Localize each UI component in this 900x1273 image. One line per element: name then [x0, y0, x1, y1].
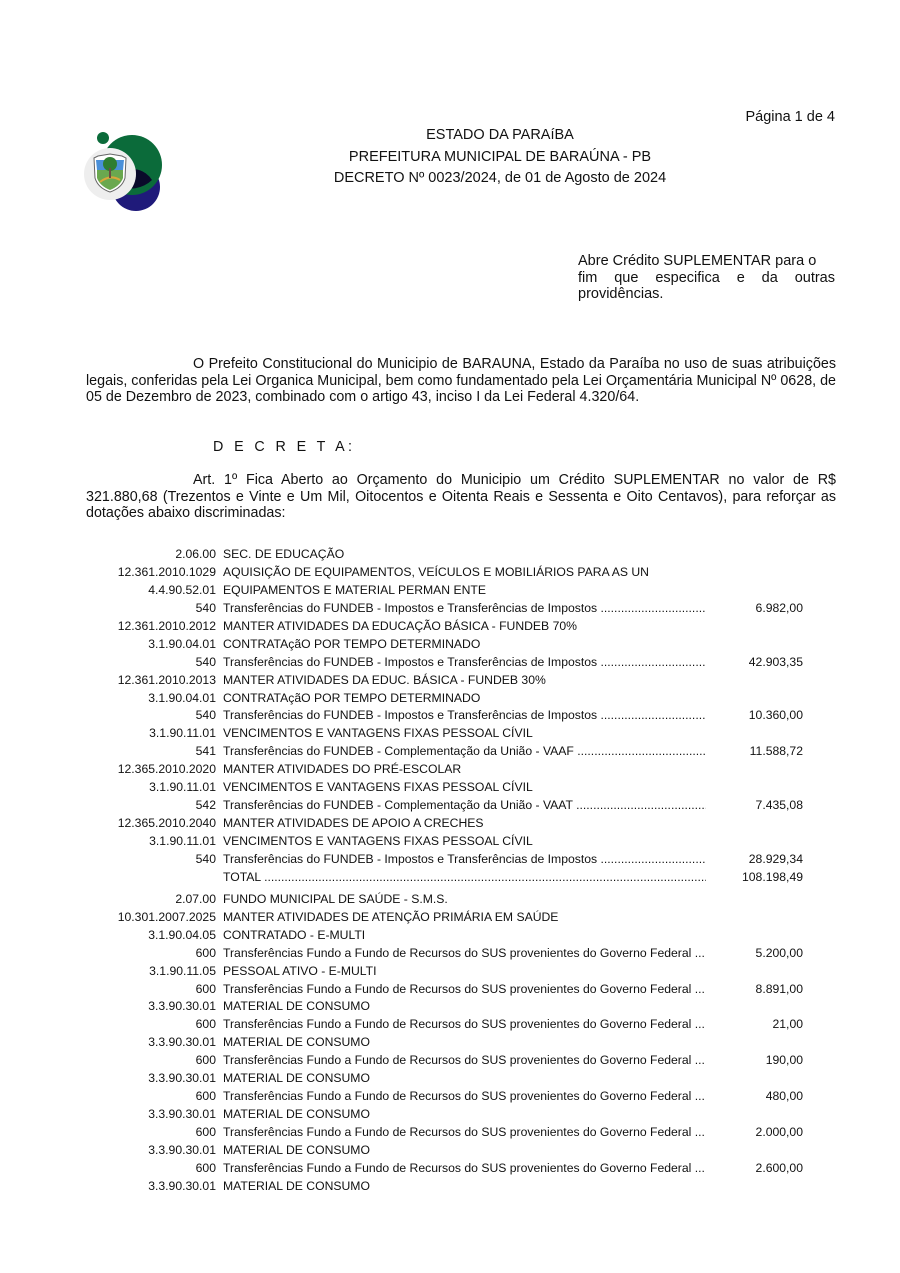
- table-row: [0, 1034, 900, 1052]
- municipal-logo-icon: [82, 130, 167, 215]
- table-row: [0, 1052, 900, 1070]
- decreta-heading: D E C R E T A:: [213, 439, 356, 455]
- allocation-description: MANTER ATIVIDADES DO PRÉ-ESCOLAR: [223, 762, 462, 777]
- decree-summary: [578, 253, 835, 303]
- allocation-description: SEC. DE EDUCAÇÃO: [223, 547, 345, 561]
- allocation-value: 5.200,00: [755, 945, 803, 960]
- table-row: [0, 618, 900, 636]
- document-header: [300, 125, 700, 190]
- allocation-description: MANTER ATIVIDADES DA EDUC. BÁSICA - FUNDEB 30%: [223, 672, 546, 687]
- table-row: [0, 779, 900, 797]
- allocation-description: TOTAL .....: [223, 869, 706, 887]
- table-row: [0, 743, 900, 761]
- allocation-code: 2.07.00: [175, 891, 216, 906]
- table-row: [0, 600, 900, 618]
- allocation-description: Transferências Fundo a Fundo de Recursos do SUS provenientes do Governo Federal .....: [223, 1016, 706, 1034]
- allocation-description: AQUISIÇÃO DE EQUIPAMENTOS, VEÍCULOS E MOBILIÁRIOS PARA AS UN: [223, 564, 649, 579]
- allocation-description: MATERIAL DE CONSUMO: [223, 1142, 370, 1157]
- allocation-description: Transferências do FUNDEB - Impostos e Transferências de Impostos .....: [223, 654, 706, 672]
- summary-line-3: providências.: [578, 286, 664, 302]
- allocation-value: 480,00: [765, 1089, 803, 1104]
- allocation-description: VENCIMENTOS E VANTAGENS FIXAS PESSOAL CÍVIL: [223, 726, 533, 741]
- allocation-description: Transferências do FUNDEB - Impostos e Transferências de Impostos .....: [223, 707, 706, 725]
- allocation-description: Transferências Fundo a Fundo de Recursos do SUS provenientes do Governo Federal .....: [223, 981, 706, 999]
- table-row: [0, 945, 900, 963]
- allocation-description: PESSOAL ATIVO - E-MULTI: [223, 963, 377, 978]
- allocation-code: 3.1.90.04.01: [148, 690, 216, 705]
- allocation-code: 600: [195, 1017, 216, 1032]
- allocation-code: 3.1.90.11.01: [149, 780, 216, 795]
- table-row: [0, 963, 900, 981]
- allocation-description: MANTER ATIVIDADES DA EDUCAÇÃO BÁSICA - FUNDEB 70%: [223, 618, 577, 633]
- allocation-description: Transferências do FUNDEB - Impostos e Transferências de Impostos .....: [223, 600, 706, 618]
- preamble-paragraph: [86, 356, 836, 406]
- table-row: [0, 636, 900, 654]
- municipality-title: PREFEITURA MUNICIPAL DE BARAÚNA - PB: [348, 148, 652, 165]
- allocation-value: 2.600,00: [755, 1160, 803, 1175]
- table-row: [0, 690, 900, 708]
- table-row: [0, 833, 900, 851]
- coat-of-arms-icon: [82, 130, 167, 215]
- table-row: [0, 1016, 900, 1034]
- allocation-code: 3.3.90.30.01: [148, 999, 216, 1014]
- allocation-code: 540: [195, 708, 216, 723]
- table-row: [0, 998, 900, 1016]
- allocation-code: 3.1.90.04.01: [148, 636, 216, 651]
- allocation-description: FUNDO MUNICIPAL DE SAÚDE - S.M.S.: [223, 891, 448, 906]
- article-1-paragraph: [86, 472, 836, 522]
- allocation-description: EQUIPAMENTOS E MATERIAL PERMAN ENTE: [223, 582, 486, 597]
- table-row: [0, 1142, 900, 1160]
- allocation-description: MATERIAL DE CONSUMO: [223, 1178, 370, 1193]
- allocation-code: 12.361.2010.2013: [117, 672, 216, 687]
- table-row: [0, 1124, 900, 1142]
- allocation-description: Transferências Fundo a Fundo de Recursos do SUS provenientes do Governo Federal .....: [223, 1124, 706, 1142]
- state-title: ESTADO DA PARAíBA: [426, 127, 574, 143]
- allocation-description: MANTER ATIVIDADES DE ATENÇÃO PRIMÁRIA EM SAÚDE: [223, 909, 559, 924]
- allocation-code: 3.1.90.11.01: [149, 726, 216, 741]
- allocation-code: 3.1.90.11.01: [149, 834, 216, 848]
- table-row: [0, 672, 900, 690]
- allocation-description: CONTRATAçãO POR TEMPO DETERMINADO: [223, 690, 481, 705]
- allocation-value: 10.360,00: [748, 708, 803, 723]
- table-row: [0, 582, 900, 600]
- allocation-value: 28.929,34: [748, 851, 803, 866]
- budget-allocation-table: [0, 546, 900, 1196]
- table-row: [0, 927, 900, 945]
- summary-line-2: fim que especifica e da outras: [578, 269, 835, 286]
- allocation-code: 3.3.90.30.01: [148, 1142, 216, 1157]
- allocation-code: 2.06.00: [175, 547, 216, 561]
- allocation-description: CONTRATAçãO POR TEMPO DETERMINADO: [223, 636, 481, 651]
- allocation-description: Transferências Fundo a Fundo de Recursos do SUS provenientes do Governo Federal .....: [223, 1052, 706, 1070]
- table-row: [0, 1160, 900, 1178]
- allocation-code: 600: [195, 1125, 216, 1139]
- allocation-code: 12.361.2010.2012: [117, 618, 216, 633]
- allocation-description: MATERIAL DE CONSUMO: [223, 999, 370, 1014]
- table-row: [0, 1178, 900, 1196]
- page-number: Página 1 de 4: [745, 109, 835, 125]
- allocation-code: 600: [195, 1089, 216, 1104]
- allocation-code: 3.3.90.30.01: [148, 1035, 216, 1050]
- allocation-description: CONTRATADO - E-MULTI: [223, 927, 366, 942]
- decree-title: DECRETO Nº 0023/2024, de 01 de Agosto de 2024: [333, 170, 667, 186]
- allocation-code: 3.3.90.30.01: [148, 1107, 216, 1122]
- table-row: [0, 851, 900, 869]
- allocation-code: 3.1.90.11.05: [149, 963, 216, 978]
- allocation-description: Transferências Fundo a Fundo de Recursos do SUS provenientes do Governo Federal .....: [223, 1088, 706, 1106]
- allocation-description: MANTER ATIVIDADES DE APOIO A CRECHES: [223, 816, 484, 831]
- table-row: [0, 761, 900, 779]
- allocation-code: 540: [195, 654, 216, 669]
- allocation-code: 542: [195, 798, 216, 813]
- allocation-description: MATERIAL DE CONSUMO: [223, 1107, 370, 1122]
- allocation-description: MATERIAL DE CONSUMO: [223, 1035, 370, 1050]
- allocation-description: MATERIAL DE CONSUMO: [223, 1071, 370, 1086]
- table-row: [0, 891, 900, 909]
- allocation-value: 21,00: [772, 1017, 803, 1032]
- table-row: [0, 1070, 900, 1088]
- allocation-code: 540: [195, 851, 216, 866]
- allocation-value: 7.435,08: [755, 798, 803, 813]
- total-row: [0, 869, 900, 887]
- allocation-description: Transferências Fundo a Fundo de Recursos do SUS provenientes do Governo Federal .....: [223, 945, 706, 963]
- allocation-value: 108.198,49: [742, 869, 803, 884]
- table-row: [0, 707, 900, 725]
- table-row: [0, 564, 900, 582]
- allocation-value: 190,00: [765, 1053, 803, 1068]
- preamble-text: O Prefeito Constitucional do Municipio de BARAUNA, Estado da Paraíba no uso de suas atribuições legais, conferidas pela Lei Organica Municipal, bem como fundamentado pela Lei Orçamentária Municipal Nº 0628, de 05 de Dezembro de 2023, combinado com o artigo 43, inciso I da Lei Federal 4.320/64.: [86, 356, 836, 405]
- table-row: [0, 815, 900, 833]
- table-row: [0, 725, 900, 743]
- allocation-code: 12.365.2010.2020: [117, 762, 216, 777]
- allocation-description: VENCIMENTOS E VANTAGENS FIXAS PESSOAL CÍVIL: [223, 834, 533, 848]
- allocation-code: 3.1.90.04.05: [148, 927, 216, 942]
- article-1-text: Art. 1º Fica Aberto ao Orçamento do Municipio um Crédito SUPLEMENTAR no valor de R$ 321.880,68 (Trezentos e Vinte e Um Mil, Oitocentos e Oitenta Reais e Sessenta e Oito Centavos), para reforçar as dotações abaixo discriminadas:: [86, 472, 836, 521]
- allocation-code: 600: [195, 945, 216, 960]
- allocation-code: 4.4.90.52.01: [148, 582, 216, 597]
- table-row: [0, 1088, 900, 1106]
- allocation-code: 541: [195, 744, 216, 759]
- table-row: [0, 981, 900, 999]
- allocation-code: 600: [195, 981, 216, 996]
- table-row: [0, 546, 900, 564]
- table-row: [0, 654, 900, 672]
- allocation-description: Transferências do FUNDEB - Complementação da União - VAAT .....: [223, 797, 706, 815]
- allocation-code: 540: [195, 600, 216, 615]
- allocation-code: 12.365.2010.2040: [117, 816, 216, 831]
- table-row: [0, 797, 900, 815]
- allocation-value: 8.891,00: [755, 981, 803, 996]
- table-row: [0, 909, 900, 927]
- allocation-description: Transferências do FUNDEB - Impostos e Transferências de Impostos .....: [223, 851, 706, 869]
- allocation-description: Transferências Fundo a Fundo de Recursos do SUS provenientes do Governo Federal .....: [223, 1160, 706, 1178]
- allocation-value: 6.982,00: [755, 600, 803, 615]
- allocation-code: 3.3.90.30.01: [148, 1071, 216, 1086]
- allocation-code: 600: [195, 1053, 216, 1068]
- allocation-description: Transferências do FUNDEB - Complementação da União - VAAF .....: [223, 743, 706, 761]
- allocation-code: 10.301.2007.2025: [117, 909, 216, 924]
- table-row: [0, 1106, 900, 1124]
- allocation-description: VENCIMENTOS E VANTAGENS FIXAS PESSOAL CÍVIL: [223, 780, 533, 795]
- allocation-value: 11.588,72: [749, 744, 803, 759]
- allocation-value: 42.903,35: [748, 654, 803, 669]
- summary-line-1: Abre Crédito SUPLEMENTAR para o: [578, 253, 817, 269]
- allocation-code: 12.361.2010.1029: [117, 564, 216, 579]
- allocation-value: 2.000,00: [755, 1125, 803, 1139]
- allocation-code: 600: [195, 1160, 216, 1175]
- allocation-code: 3.3.90.30.01: [148, 1178, 216, 1193]
